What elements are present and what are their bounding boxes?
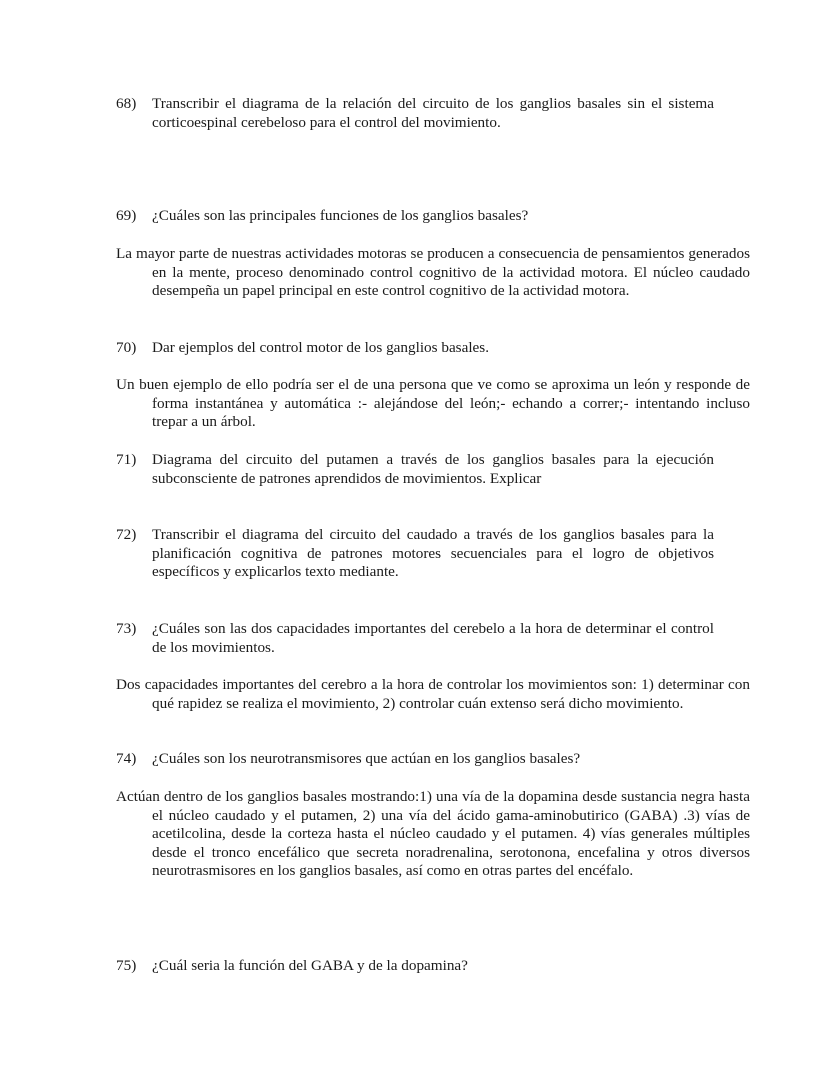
question-text: Dar ejemplos del control motor de los ganglios basales.: [152, 339, 490, 356]
question-number: 70): [116, 339, 137, 356]
question-number: 68): [116, 95, 137, 112]
question-text: ¿Cuáles son las dos capacidades importantes del cerebelo a la hora de determinar el control de los movimientos.: [152, 620, 714, 656]
question-number: 74): [116, 750, 137, 767]
answer-74: Actúan dentro de los ganglios basales mostrando:1) una vía de la dopamina desde sustancia negra hasta el núcleo caudado y el putamen, 2) una vía del ácido gama-aminobutirico (GABA) .3) vías de acetilcolina, desde la corteza hasta el núcleo caudado y el putamen. 4) vías generales múltiples desde el tronco encefálico que secreta noradrenalina, serotonona, encefalina y otros diversos neurotrasmisores en los ganglios basales, así como en otras partes del encéfalo.: [116, 788, 750, 880]
answer-69: La mayor parte de nuestras actividades motoras se producen a consecuencia de pensamientos generados en la mente, proceso denominado control cognitivo de la actividad motora. El núcleo caudado desempeña un papel principal en este control cognitivo de la actividad motora.: [116, 245, 750, 300]
question-text: ¿Cuáles son los neurotransmisores que actúan en los ganglios basales?: [152, 750, 581, 767]
question-75: [116, 957, 714, 976]
question-72: [116, 526, 714, 582]
answer-73: Dos capacidades importantes del cerebro a la hora de controlar los movimientos son: 1) determinar con qué rapidez se realiza el movimiento, 2) controlar cuán extenso será dicho movimiento.: [116, 676, 750, 712]
question-number: 73): [116, 620, 137, 637]
question-73: [116, 620, 714, 657]
question-text: ¿Cuál seria la función del GABA y de la dopamina?: [152, 957, 468, 974]
question-70: [116, 339, 714, 358]
question-number: 75): [116, 957, 137, 974]
question-text: Transcribir el diagrama de la relación del circuito de los ganglios basales sin el sistema corticoespinal cerebeloso para el control del movimiento.: [152, 95, 714, 131]
question-number: 71): [116, 451, 137, 468]
question-text: ¿Cuáles son las principales funciones de los ganglios basales?: [152, 207, 529, 224]
answer-70: Un buen ejemplo de ello podría ser el de una persona que ve como se aproxima un león y responde de forma instantánea y automática :- alejándose del león;- echando a correr;- intentando incluso trepar a un árbol.: [116, 376, 750, 431]
question-number: 72): [116, 526, 137, 543]
question-69: [116, 207, 714, 226]
question-text: Transcribir el diagrama del circuito del caudado a través de los ganglios basales para la planificación cognitiva de patrones motores secuenciales para el logro de objetivos específicos y explicarlos texto mediante.: [152, 526, 714, 581]
question-74: [116, 750, 714, 769]
question-71: [116, 451, 714, 488]
question-68: [116, 95, 714, 132]
question-text: Diagrama del circuito del putamen a través de los ganglios basales para la ejecución subconsciente de patrones aprendidos de movimientos. Explicar: [152, 451, 714, 487]
question-number: 69): [116, 207, 137, 224]
